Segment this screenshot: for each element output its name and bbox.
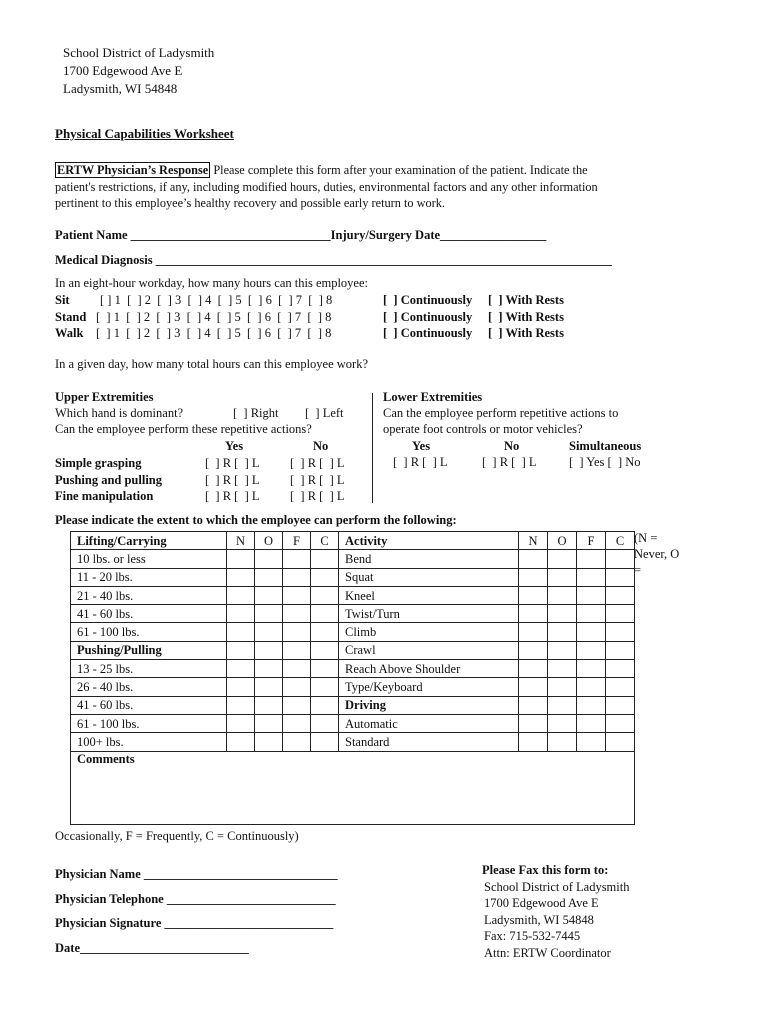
frequency-cell[interactable] [519,660,548,678]
frequency-cell[interactable] [548,733,577,751]
with-rests-option[interactable]: [ ] With Rests [488,309,564,324]
lifting-row-label: 41 - 60 lbs. [71,605,227,623]
frequency-cell[interactable] [227,623,255,641]
frequency-cell[interactable] [577,550,606,568]
date-line[interactable]: Date___________________________ [55,940,249,955]
frequency-cell[interactable] [283,605,311,623]
upper-row-yes[interactable]: [ ] R [ ] L [205,489,260,503]
frequency-cell[interactable] [606,714,635,732]
comments-label: Comments [77,751,135,766]
frequency-cell[interactable] [519,586,548,604]
hours-question: In an eight-hour workday, how many hours can this employee: [55,276,369,290]
activity-row-label: Crawl [339,641,519,659]
frequency-cell[interactable] [311,660,339,678]
frequency-cell[interactable] [577,605,606,623]
table-row [71,733,635,751]
frequency-cell[interactable] [519,696,548,714]
frequency-cell[interactable] [577,641,606,659]
table-row [71,568,635,586]
lifting-row-label: 11 - 20 lbs. [71,568,227,586]
frequency-cell[interactable] [311,586,339,604]
frequency-cell[interactable] [519,641,548,659]
table-row [71,641,635,659]
comments-row [71,751,635,824]
frequency-cell[interactable] [311,623,339,641]
intro-label: ERTW Physician’s Response [57,163,209,177]
right-hand-option[interactable]: [ ] Right [233,406,279,420]
lower-question-line2: operate foot controls or motor vehicles? [383,422,583,436]
frequency-cell[interactable] [227,714,255,732]
hours-scale[interactable]: [ ] 1 [ ] 2 [ ] 3 [ ] 4 [ ] 5 [ ] 6 [ ] 7 [ ] 8 [100,293,333,307]
lower-question-line1: Can the employee perform repetitive actions to [383,406,619,420]
table-row [71,714,635,732]
frequency-cell[interactable] [548,623,577,641]
intro-paragraph [55,162,598,212]
frequency-cell[interactable] [255,550,283,568]
upper-row [55,488,345,505]
freq-header: F [283,532,311,550]
table-header-row [71,532,635,550]
lifting-row-label: Pushing/Pulling [71,641,227,659]
frequency-cell[interactable] [311,605,339,623]
upper-rows [55,455,345,505]
total-hours-question: In a given day, how many total hours can this employee work? [55,357,368,371]
frequency-cell[interactable] [255,586,283,604]
frequency-cell[interactable] [311,696,339,714]
hours-row-label: Walk [55,326,84,340]
hours-scale[interactable]: [ ] 1 [ ] 2 [ ] 3 [ ] 4 [ ] 5 [ ] 6 [ ] 7 [ ] 8 [96,326,332,340]
activity-row-label: Type/Keyboard [339,678,519,696]
lower-simultaneous-header: Simultaneous [569,439,642,453]
lifting-row-label: 41 - 60 lbs. [71,696,227,714]
frequency-cell[interactable] [227,733,255,751]
frequency-cell[interactable] [255,660,283,678]
upper-row-yes[interactable]: [ ] R [ ] L [205,456,260,470]
frequency-cell[interactable] [548,641,577,659]
upper-row [55,472,345,489]
physician-name-line[interactable]: Physician Name _______________________________ [55,867,338,881]
frequency-cell[interactable] [577,696,606,714]
lifting-row-label: 61 - 100 lbs. [71,623,227,641]
table-row [71,586,635,604]
frequency-cell[interactable] [255,623,283,641]
frequency-cell[interactable] [519,568,548,586]
lifting-row-label: 100+ lbs. [71,733,227,751]
lifting-carrying-header: Lifting/Carrying [71,532,227,550]
frequency-cell[interactable] [255,641,283,659]
left-hand-option[interactable]: [ ] Left [305,406,344,420]
comments-box[interactable] [71,751,635,824]
frequency-cell[interactable] [606,641,635,659]
frequency-cell[interactable] [577,568,606,586]
fax-line: School District of Ladysmith [484,879,630,894]
upper-row [55,455,345,472]
frequency-cell[interactable] [548,586,577,604]
lifting-row-label: 61 - 100 lbs. [71,714,227,732]
frequency-cell[interactable] [255,733,283,751]
frequency-cell[interactable] [255,605,283,623]
fax-line: 1700 Edgewood Ave E [484,896,599,910]
lifting-row-label: 10 lbs. or less [71,550,227,568]
legend-line: (N = [634,531,658,545]
table-row [71,660,635,678]
page-title: Physical Capabilities Worksheet [55,126,234,141]
activity-row-label: Kneel [339,586,519,604]
frequency-cell[interactable] [606,696,635,714]
frequency-cell[interactable] [548,550,577,568]
lower-heading: Lower Extremities [383,390,483,404]
freq-header: C [311,532,339,550]
frequency-cell[interactable] [577,660,606,678]
upper-row-no[interactable]: [ ] R [ ] L [290,489,345,503]
lifting-row-label: 21 - 40 lbs. [71,586,227,604]
upper-no-header: No [313,439,329,453]
upper-row-label: Simple grasping [55,456,142,470]
activity-row-label: Bend [339,550,519,568]
upper-heading: Upper Extremities [55,390,154,404]
frequency-cell[interactable] [227,678,255,696]
frequency-cell[interactable] [283,660,311,678]
frequency-cell[interactable] [548,568,577,586]
frequency-cell[interactable] [283,586,311,604]
frequency-cell[interactable] [548,696,577,714]
frequency-cell[interactable] [606,678,635,696]
activity-header: Activity [339,532,519,550]
frequency-cell[interactable] [311,641,339,659]
frequency-cell[interactable] [606,623,635,641]
frequency-cell[interactable] [255,678,283,696]
frequency-cell[interactable] [283,678,311,696]
fax-heading: Please Fax this form to: [482,863,609,877]
lower-yes-header: Yes [412,439,431,453]
frequency-cell[interactable] [519,733,548,751]
activity-row-label: Automatic [339,714,519,732]
frequency-cell[interactable] [606,605,635,623]
table-row [71,605,635,623]
extent-heading: Please indicate the extent to which the employee can perform the following: [55,513,457,527]
frequency-cell[interactable] [606,568,635,586]
frequency-cell[interactable] [548,714,577,732]
frequency-cell[interactable] [606,586,635,604]
activity-row-label: Twist/Turn [339,605,519,623]
with-rests-option[interactable]: [ ] With Rests [488,326,564,340]
frequency-cell[interactable] [519,550,548,568]
header-address [63,44,214,98]
hours-row-label: Stand [55,309,87,324]
frequency-cell[interactable] [548,678,577,696]
frequency-cell[interactable] [283,733,311,751]
frequency-cell[interactable] [283,550,311,568]
frequency-cell[interactable] [548,605,577,623]
lower-no-value[interactable]: [ ] R [ ] L [482,455,537,469]
frequency-cell[interactable] [577,714,606,732]
frequency-cell[interactable] [255,696,283,714]
frequency-cell[interactable] [519,605,548,623]
continuously-option[interactable]: [ ] Continuously [383,293,473,307]
lower-no-header: No [504,439,520,453]
frequency-cell[interactable] [577,678,606,696]
frequency-cell[interactable] [606,550,635,568]
capabilities-table-body [71,532,635,825]
frequency-cell[interactable] [255,714,283,732]
frequency-cell[interactable] [577,586,606,604]
address-line: School District of Ladysmith [63,45,215,60]
frequency-cell[interactable] [519,623,548,641]
freq-header: N [519,532,548,550]
activity-row-label: Squat [339,568,519,586]
frequency-cell[interactable] [227,550,255,568]
legend-line: = [634,563,642,577]
fax-line: Attn: ERTW Coordinator [484,945,611,960]
lower-yes-value[interactable]: [ ] R [ ] L [393,455,448,469]
frequency-cell[interactable] [227,586,255,604]
freq-header: O [548,532,577,550]
table-row [71,623,635,641]
frequency-cell[interactable] [577,733,606,751]
signature-block [55,862,338,960]
legend-continued: Occasionally, F = Frequently, C = Continuously) [55,829,299,843]
frequency-cell[interactable] [311,714,339,732]
activity-row-label: Climb [339,623,519,641]
lifting-row-label: 13 - 25 lbs. [71,660,227,678]
fax-number: Fax: 715-532-7445 [484,929,581,943]
table-row [71,678,635,696]
continuously-option[interactable]: [ ] Continuously [383,326,473,340]
activity-row-label: Driving [339,696,519,714]
upper-row-label: Pushing and pulling [55,472,163,487]
frequency-cell[interactable] [311,568,339,586]
table-row [71,696,635,714]
intro-line3: pertinent to this employee’s healthy recovery and possible early return to work. [55,196,445,210]
frequency-cell[interactable] [227,660,255,678]
upper-row-no[interactable]: [ ] R [ ] L [290,472,345,487]
upper-row-no[interactable]: [ ] R [ ] L [290,456,345,470]
fax-line: Ladysmith, WI 54848 [484,912,594,927]
frequency-cell[interactable] [519,678,548,696]
frequency-cell[interactable] [227,696,255,714]
frequency-cell[interactable] [255,568,283,586]
frequency-cell[interactable] [311,550,339,568]
intro-line2: patient's restrictions, if any, including modified hours, duties, environmental factors and any other information [55,179,598,194]
frequency-cell[interactable] [283,568,311,586]
frequency-cell[interactable] [311,733,339,751]
table-row [71,550,635,568]
physician-signature-line[interactable]: Physician Signature ___________________________ [55,916,334,930]
lower-sim-value[interactable]: [ ] Yes [ ] No [569,455,641,469]
frequency-cell[interactable] [606,660,635,678]
capabilities-table [70,531,635,825]
physician-telephone-line[interactable]: Physician Telephone ___________________________ [55,891,336,906]
frequency-cell[interactable] [227,641,255,659]
intro-line1: Please complete this form after your examination of the patient. Indicate the [210,163,588,177]
upper-row-label: Fine manipulation [55,489,154,503]
frequency-cell[interactable] [606,733,635,751]
fax-block [482,862,629,961]
activity-row-label: Standard [339,733,519,751]
lifting-row-label: 26 - 40 lbs. [71,678,227,696]
frequency-cell[interactable] [283,714,311,732]
hours-row-label: Sit [55,293,70,307]
diagnosis-line[interactable]: Medical Diagnosis _________________________________________________________________________ [55,253,612,267]
frequency-cell[interactable] [227,605,255,623]
hours-scale[interactable]: [ ] 1 [ ] 2 [ ] 3 [ ] 4 [ ] 5 [ ] 6 [ ] 7 [ ] 8 [96,309,332,324]
frequency-cell[interactable] [227,568,255,586]
frequency-cell[interactable] [548,660,577,678]
address-line: Ladysmith, WI 54848 [63,81,178,96]
address-line: 1700 Edgewood Ave E [63,63,183,78]
freq-header: O [255,532,283,550]
continuously-option[interactable]: [ ] Continuously [383,309,473,324]
frequency-cell[interactable] [311,678,339,696]
freq-header: C [606,532,635,550]
upper-row-yes[interactable]: [ ] R [ ] L [205,472,260,487]
frequency-cell[interactable] [283,641,311,659]
freq-header: F [577,532,606,550]
legend-line: Never, O [634,547,680,561]
freq-header: N [227,532,255,550]
frequency-cell[interactable] [577,623,606,641]
column-divider [372,393,373,503]
frequency-cell[interactable] [283,696,311,714]
frequency-cell[interactable] [519,714,548,732]
upper-yes-header: Yes [225,439,244,453]
frequency-cell[interactable] [283,623,311,641]
dominant-question: Which hand is dominant? [55,406,184,420]
patient-line[interactable]: Patient Name ________________________________Injury/Surgery Date_________________ [55,228,547,242]
repetitive-question: Can the employee perform these repetitive actions? [55,422,312,436]
legend [634,530,679,578]
with-rests-option[interactable]: [ ] With Rests [488,293,564,307]
activity-row-label: Reach Above Shoulder [339,660,519,678]
